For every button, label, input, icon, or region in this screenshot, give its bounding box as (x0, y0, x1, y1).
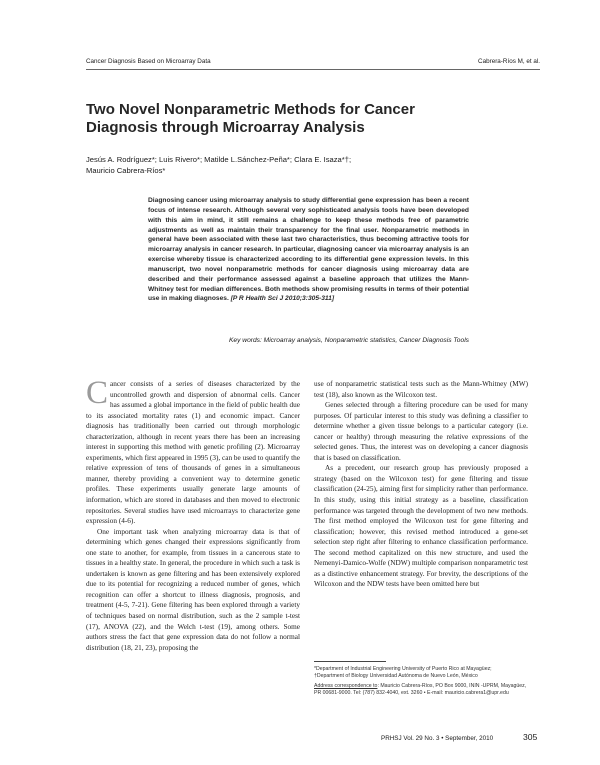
footnote-affiliation-1: *Department of Industrial Engineering University of Puerto Rico at Mayagüez; (314, 666, 492, 672)
authors-line-1: Jesús A. Rodríguez*; Luis Rivero*; Matilde L.Sánchez-Peña*; Clara E. Isaza*†; (86, 155, 352, 164)
running-author: Cabrera-Ríos M, et al. (478, 58, 540, 65)
intro-paragraph-1 (86, 375, 300, 527)
body-column-right (314, 379, 528, 590)
intro-paragraph-2: One important task when analyzing microarray data is that of determining which genes changed their expressions significantly from one state to another, for example, from tissues in a cancerous state to tissues in a healthy state. In general, the procedure in which such a task is undertaken is known as gene filtering and has been extensively explored due to its potential for recognizing a reduced number of genes, which recognition can offer a shortcut to illness diagnosis, prognosis, and treatment (4-5, 7-21). Gene filtering has been explored through a variety of techniques based on normal distribution, such as the 2 sample t-test (17), ANOVA (22), and the Welch t-test (19), among others. Some authors stress the fact that gene expression data do not follow a normal distribution (18, 21, 23), proposing the (86, 527, 300, 652)
abstract-citation: [P R Health Sci J 2010;3:305-311] (230, 295, 335, 303)
correspondence-label: Address correspondence to (314, 683, 378, 689)
keywords: Key words: Microarray analysis, Nonparametric statistics, Cancer Diagnosis Tools (228, 337, 469, 344)
footnote-affiliation-2: †Department of Biology Universidad Autónoma de Nuevo León, México (314, 673, 478, 679)
intro-paragraph-4: Genes selected through a filtering procedure can be used for many purposes. Of particular interest to this study was defining a classifier to determine whether a given tissue belongs to a particular category (i.e. cancer or healthy) through measuring the relative expressions of the selected genes. Thus, the interest was on developing a cancer diagnosis that is based on classification. (314, 401, 528, 462)
drop-cap: C (86, 375, 109, 411)
title-line-2: Diagnosis through Microarray Analysis (86, 118, 365, 136)
footnote-divider (314, 661, 386, 662)
correspondence-text: : Mauricio Cabrera-Ríos, PO Box 9000, ININ -UPRM, Mayagüez, PR 00681-9000. Tel: (787) 832-4040, ext. 3260 • E-mail: mauricio.cabrera1@upr.edu (314, 683, 527, 697)
running-title: Cancer Diagnosis Based on Microarray Data (86, 58, 211, 65)
article-title (86, 101, 506, 136)
author-list (86, 155, 466, 176)
authors-line-2: Mauricio Cabrera-Ríos* (86, 165, 166, 175)
abstract (148, 196, 469, 304)
body-column-left (86, 375, 300, 653)
footnote-correspondence (314, 683, 528, 698)
journal-info: PRHSJ Vol. 29 No. 3 • September, 2010 (381, 735, 494, 742)
header-divider (86, 69, 540, 70)
intro-paragraph-5: As a precedent, our research group has previously proposed a strategy (based on the Wilcoxon test) for gene filtering and tissue classification (24-25), aiming first for simplicity rather than performance. In this study, using this initial strategy as a baseline, classification performance was targeted through the development of two new methods. The first method employed the Wilcoxon test for gene filtering and classification; however, this revised method introduced a gene-set selection step right after filtering to enhance classification performance. The second method capitalized on this new structure, and used the Nemenyi-Damico-Wolfe (NDW) multiple comparison nonparametric test as a distinctive enhancement strategy. For brevity, the descriptions of the Wilcoxon and the NDW tests have been omitted here but (314, 464, 528, 589)
page-number: 305 (523, 732, 538, 742)
intro-paragraph-3: use of nonparametric statistical tests such as the Mann-Whitney (MW) test (18), also known as the Wilcoxon test. (314, 380, 528, 399)
abstract-text: Diagnosing cancer using microarray analysis to study differential gene expression has been a recent focus of intense research. Although several very sophisticated analysis tools have been developed with this aim in mind, it still remains a challenge to keep these methods free of parametric adjustments as well as maintain their transparency for the final user. Nonparametric methods in general have been associated with these last two characteristics, thus becoming attractive tools for microarray analysis in cancer research. In particular, diagnosing cancer via microarray analysis is an exercise whereby tissue is characterized according to its differential gene expression levels. In this manuscript, two novel nonparametric methods for cancer diagnosis using microarray data are described and their performance assessed against a baseline approach that utilizes the Mann-Whitney test for median differences. Both methods show promising results in terms of their potential use in making diagnoses. (148, 197, 469, 303)
title-line-1: Two Novel Nonparametric Methods for Cancer (86, 101, 415, 118)
intro-paragraph-1-text: ancer consists of a series of diseases characterized by the uncontrolled growth and dispersion of abnormal cells. Cancer has assumed a global importance in the field of public health due to its associated mortality rates (1) and economic impact. Cancer diagnosis has traditionally been carried out through morphologic characterization, although in recent years there has been an increasing interest in supporting this method with genetic profiling (2). Microarray experiments, which first appeared in 1995 (3), can be used to quantify the relative expression of tens of thousands of genes in a simultaneous manner, thereby providing a convenient way to determine genetic profiles. These experiments usually generate large amounts of information, which are stored in databases and then moved to electronic repositories. Several studies have used microarrays to characterize gene expression (4-6). (86, 380, 300, 526)
